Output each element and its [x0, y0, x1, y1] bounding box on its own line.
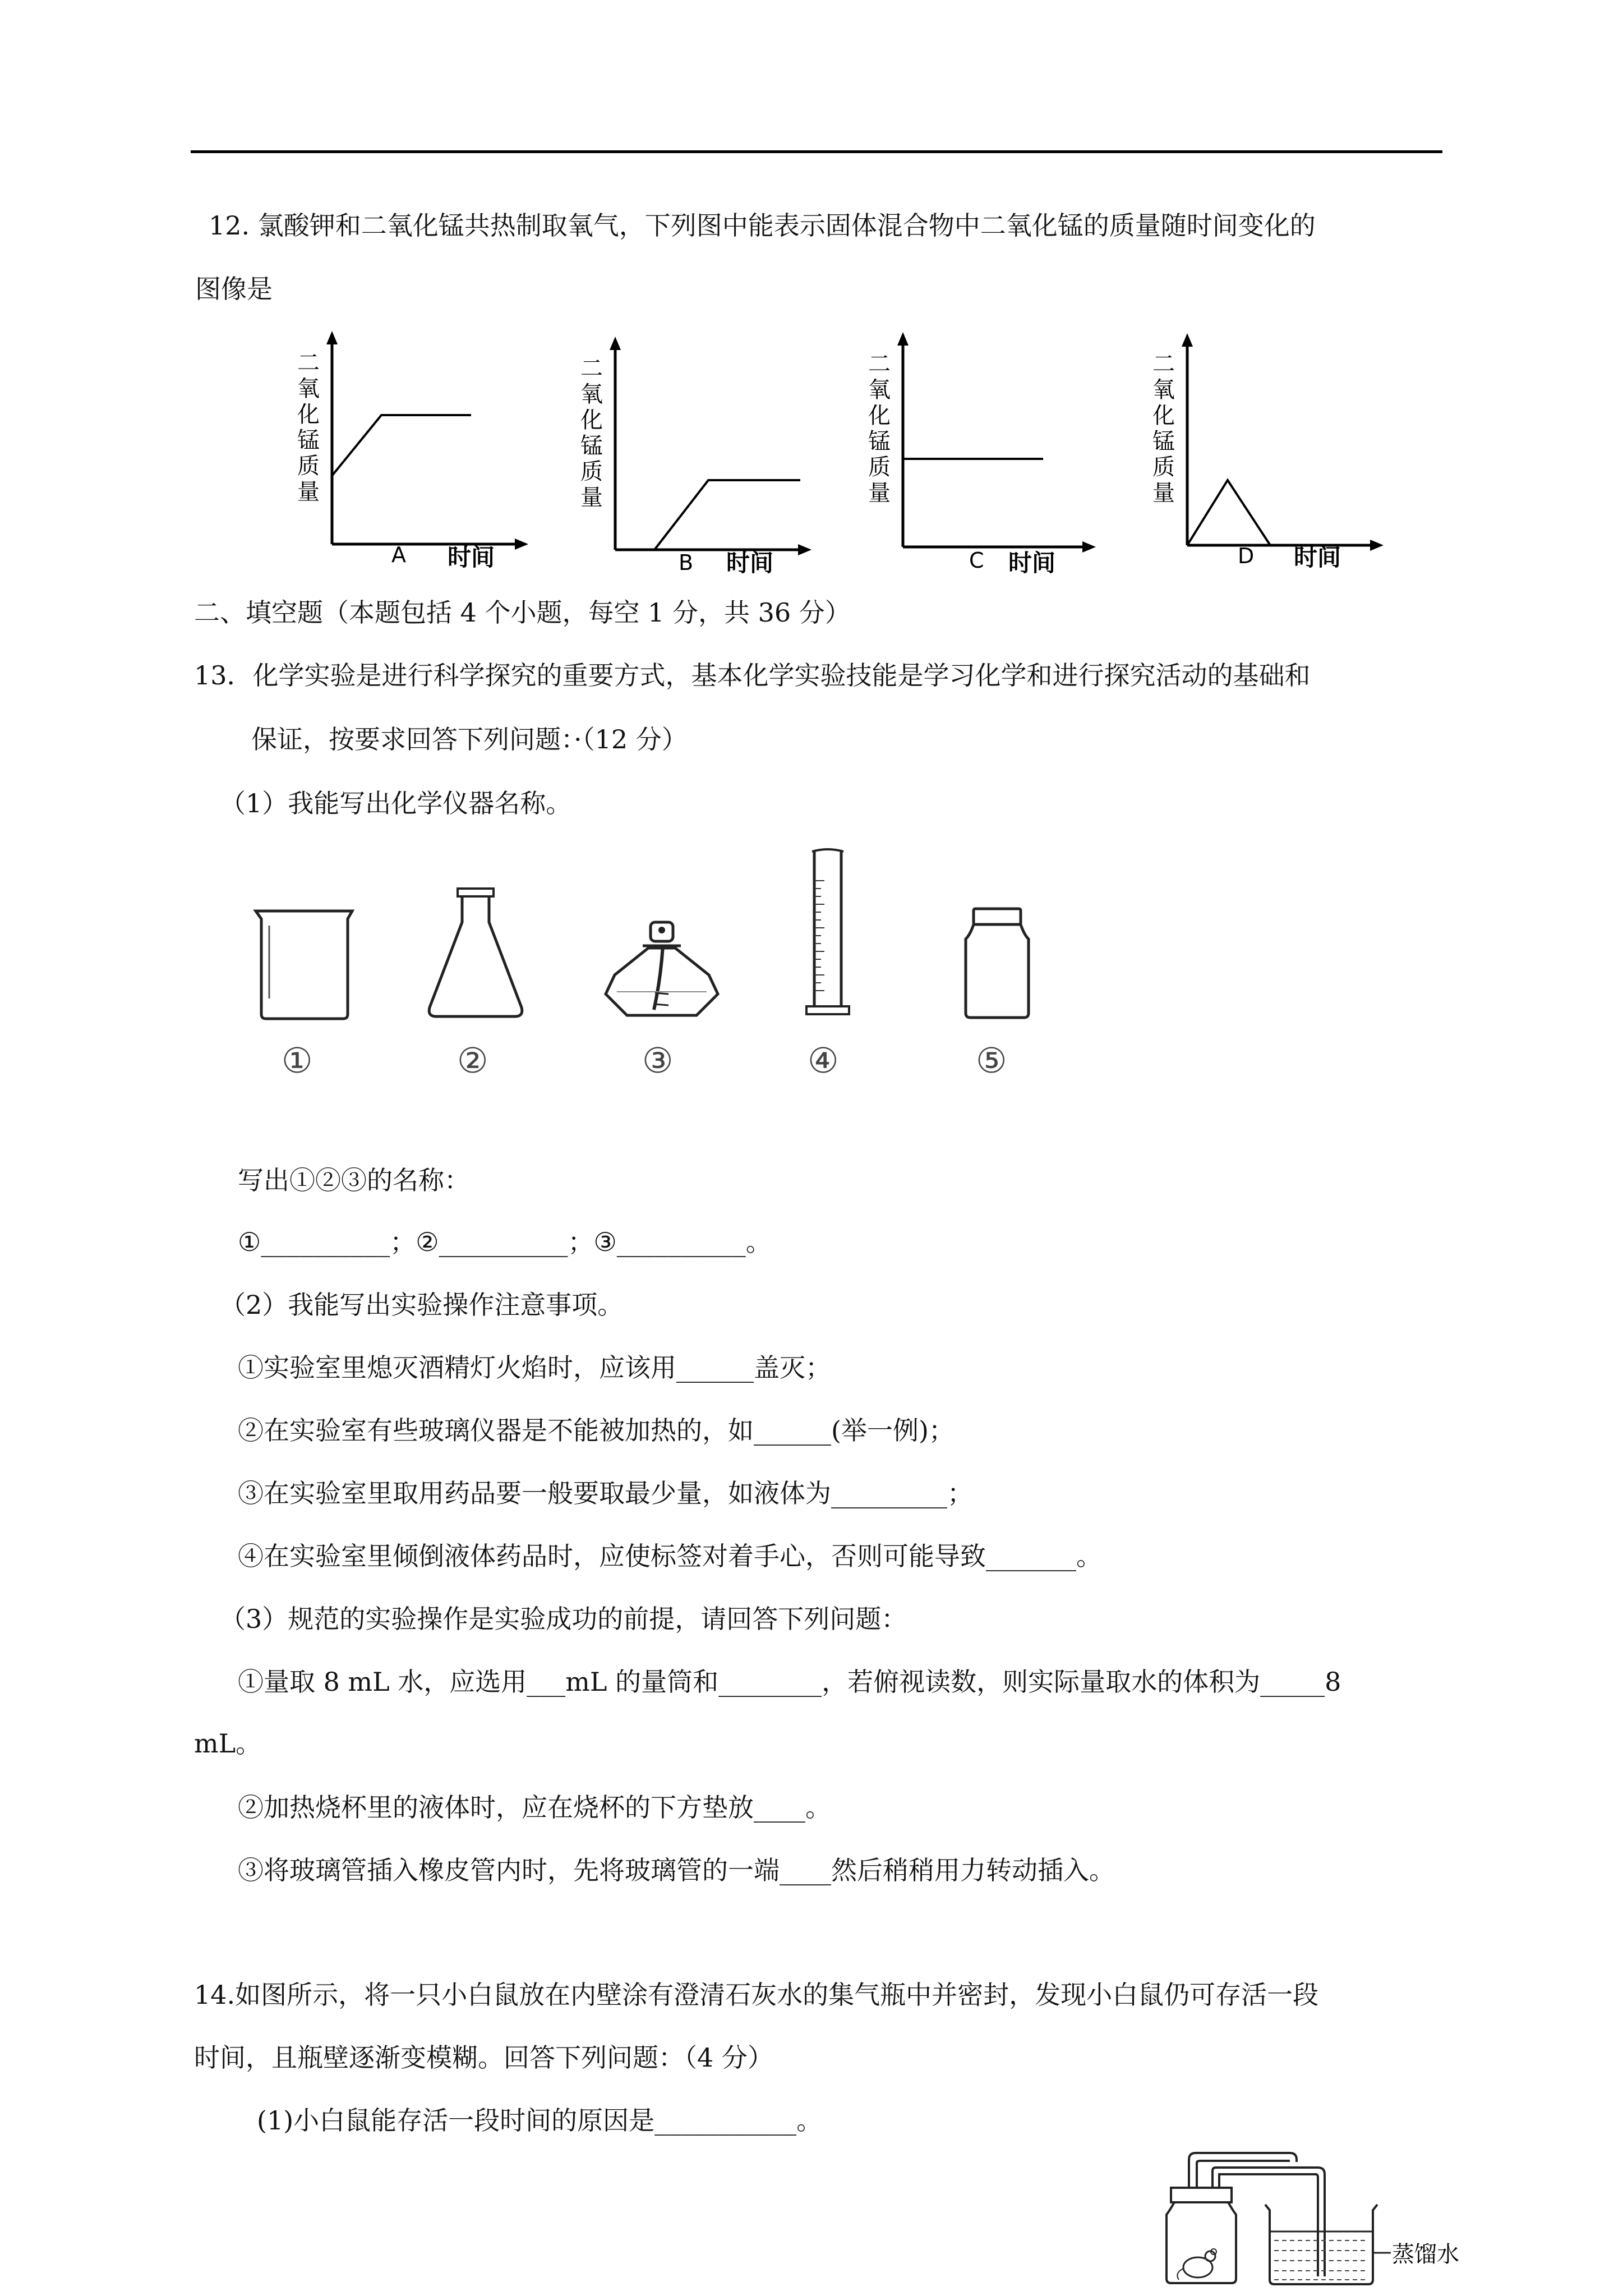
q14-part1: (1)小白鼠能存活一段时间的原因是___________。: [257, 2105, 823, 2136]
q12-graph-c: [858, 325, 1105, 586]
ylabel-d: 二氧化锰质量: [1152, 351, 1175, 506]
ylabel-a: 二氧化锰质量: [297, 350, 320, 505]
option-label-c: C: [969, 548, 984, 573]
q13-part1-ask: 写出①②③的名称：: [238, 1165, 470, 1195]
q13-part1: （1）我能写出化学仪器名称。: [220, 788, 572, 818]
beaker-with-water-icon: [1265, 2205, 1391, 2284]
instruments-figure: [247, 847, 1088, 1085]
ylabel-c: 二氧化锰质量: [868, 351, 891, 506]
q13-part3-item2: ②加热烧杯里的液体时，应在烧杯的下方垫放____。: [238, 1792, 831, 1823]
xlabel-d: 时间: [1294, 544, 1341, 571]
q13-part2: （2）我能写出实验操作注意事项。: [220, 1290, 624, 1320]
alcohol-lamp-icon: [606, 922, 718, 1015]
q13-part3-item1: ①量取 8 mL 水，应选用___mL 的量筒和________，若俯视读数，则实际量取水的体积为_____8: [238, 1667, 1341, 1697]
ylabel-b: 二氧化锰质量: [580, 356, 603, 510]
reagent-bottle-icon: [966, 909, 1029, 1018]
instrument-number-5: ⑤: [976, 1040, 1007, 1081]
instrument-number-2: ②: [457, 1040, 488, 1081]
xlabel-b: 时间: [726, 549, 774, 577]
instrument-number-1: ①: [282, 1040, 313, 1081]
instrument-number-4: ④: [808, 1040, 839, 1081]
q13-part2-item4: ④在实验室里倾倒液体药品时，应使标签对着手心，否则可能导致_______。: [238, 1541, 1102, 1571]
q13-part3-item3: ③将玻璃管插入橡皮管内时，先将玻璃管的一端____然后稍稍用力转动插入。: [238, 1855, 1115, 1885]
option-label-b: B: [679, 550, 694, 575]
measuring-cylinder-icon: [806, 849, 849, 1014]
q12-graph-b: [569, 331, 816, 591]
q13-part3-item1-cont: mL。: [194, 1728, 262, 1759]
q13-part2-item2: ②在实验室有些玻璃仪器是不能被加热的，如______(举一例)；: [238, 1415, 955, 1446]
mouse-icon: [1177, 2249, 1216, 2280]
q13-part1-blanks: ①__________；②__________；③__________。: [238, 1227, 772, 1257]
q13-part3: （3）规范的实验操作是实验成功的前提，请回答下列问题：: [220, 1604, 907, 1634]
option-label-d: D: [1238, 544, 1255, 568]
q14-stem-line1: 14.如图所示，将一只小白鼠放在内壁涂有澄清石灰水的集气瓶中并密封，发现小白鼠仍可存活一段: [194, 1980, 1319, 2010]
beaker-icon: [256, 911, 352, 1019]
q13-part2-item1: ①实验室里熄灭酒精灯火焰时，应该用______盖灭；: [238, 1352, 831, 1383]
gas-jar-icon: [1166, 2153, 1325, 2283]
top-rule: [191, 150, 1442, 153]
option-label-a: A: [391, 542, 406, 567]
instrument-number-3: ③: [642, 1040, 674, 1081]
q14-apparatus-figure: [1150, 2148, 1464, 2291]
q13-stem-line1: 13．化学实验是进行科学探究的重要方式，基本化学实验技能是学习化学和进行探究活动的基础和: [194, 660, 1311, 691]
q13-part2-item3: ③在实验室里取用药品要一般要取最少量，如液体为_________；: [238, 1478, 973, 1508]
q12-stem-line1: 12. 氯酸钾和二氧化锰共热制取氧气，下列图中能表示固体混合物中二氧化锰的质量随时间变化的: [209, 210, 1316, 241]
q12-graph-d: [1141, 331, 1388, 591]
q13-stem-line2: 保证，按要求回答下列问题：·（12 分）: [251, 724, 688, 754]
section-2-heading: 二、填空题（本题包括 4 个小题，每空 1 分，共 36 分）: [194, 597, 851, 628]
q12-stem-line2: 图像是: [195, 274, 273, 304]
xlabel-a: 时间: [448, 544, 495, 571]
q14-stem-line2: 时间，且瓶壁逐渐变模糊。回答下列问题：（4 分）: [194, 2042, 773, 2073]
distilled-water-label: 蒸馏水: [1392, 2242, 1459, 2267]
conical-flask-icon: [429, 889, 522, 1016]
q12-graph-a: [286, 331, 533, 591]
xlabel-c: 时间: [1008, 549, 1056, 577]
